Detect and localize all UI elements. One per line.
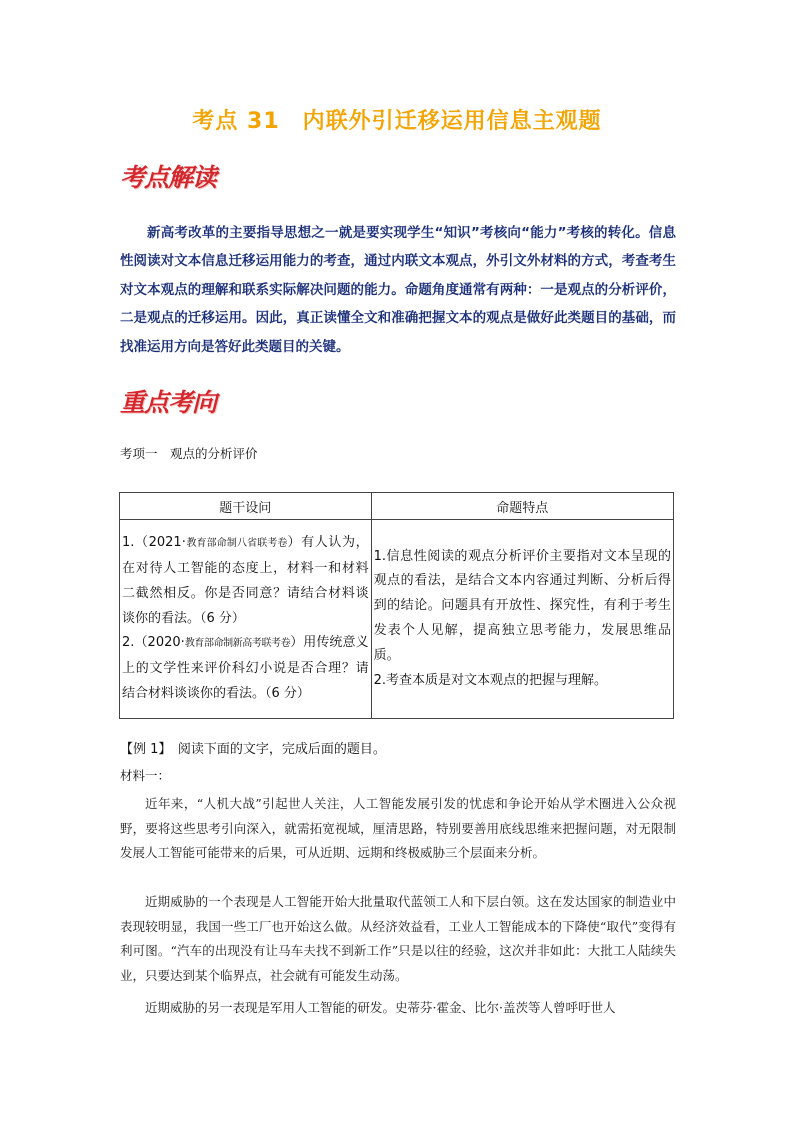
question-item [122, 631, 369, 706]
table-header: 命题特点 [371, 493, 673, 520]
question-source: 教育部命制新高考联考卷 [184, 638, 291, 650]
body-paragraph: 近期威胁的一个表现是人工智能开始大批量取代蓝领工人和下层白领。这在发达国家的制造业中表现较明显，我国一些工厂也开始这么做。从经济效益看，工业人工智能成本的下降使“取代”变得有利可图。“汽车的出现没有让马车夫找不到新工作”只是以往的经验，这次并非如此：大批工人陆续失业，只要达到某个临界点，社会就有可能发生动荡。 [120, 894, 676, 983]
question-number: 2.（2020· [122, 635, 185, 651]
question-item [122, 531, 369, 631]
page-title: 考点 31 内联外引迁移运用信息主观题 [192, 109, 602, 134]
question-number: 1.（2021· [122, 535, 186, 551]
example-label: 【例 1】 阅读下面的文字，完成后面的题目。 [120, 742, 386, 757]
feature-cell [371, 520, 673, 719]
body-paragraph: 近期威胁的另一表现是军用人工智能的研发。史蒂芬·霍金、比尔·盖茨等人曾呼吁世人 [145, 1000, 616, 1015]
feature-item: 1.信息性阅读的观点分析评价主要指对文本呈现的观点的看法，是结合文本内容通过判断、分析后得到的结论。问题具有开放性、探究性，有利于考生发表个人见解，提高独立思考能力，发展思维品质。 [373, 548, 671, 663]
table-header-row [120, 493, 674, 520]
material-label: 材料一： [120, 768, 171, 783]
table-header: 题干设问 [120, 493, 372, 520]
intro-paragraph: 新高考改革的主要指导思想之一就是要实现学生“知识”考核向“能力”考核的转化。信息性阅读对文本信息迁移运用能力的考查，通过内联文本观点，外引文外材料的方式，考查考生对文本观点的理解和联系实际解决问题的能力。命题角度通常有两种：一是观点的分析评价，二是观点的迁移运用。因此，真正读懂全文和准确把握文本的观点是做好此类题目的基础，而找准运用方向是答好此类题目的关键。 [120, 225, 676, 355]
feature-table [119, 492, 674, 719]
item-heading: 考项一 观点的分析评价 [120, 446, 258, 461]
body-paragraph: 近年来，“人机大战”引起世人关注，人工智能发展引发的忧虑和争论开始从学术圈进入公众视野，要将这些思考引向深入，就需拓宽视域，厘清思路，特别要善用底线思维来把握问题，对无限制发展人工智能可能带来的后果，可从近期、远期和终极威胁三个层面来分析。 [120, 796, 676, 860]
question-cell [120, 520, 372, 719]
section-heading-analysis: 考点解读 [120, 163, 217, 192]
question-text: ）有人认为，在对待人工智能的态度上，材料一和材料二截然相反。你是否同意？请结合材料谈谈你的看法。（6 分） [122, 535, 369, 626]
section-heading-focus: 重点考向 [120, 388, 217, 417]
question-source: 教育部命制八省联考卷 [185, 538, 288, 550]
question-text: ）用传统意义上的文学性来评价科幻小说是否合理？请结合材料谈谈你的看法。（6 分） [122, 635, 369, 701]
table-row [120, 520, 674, 719]
feature-item: 2.考查本质是对文本观点的把握与理解。 [373, 672, 607, 688]
